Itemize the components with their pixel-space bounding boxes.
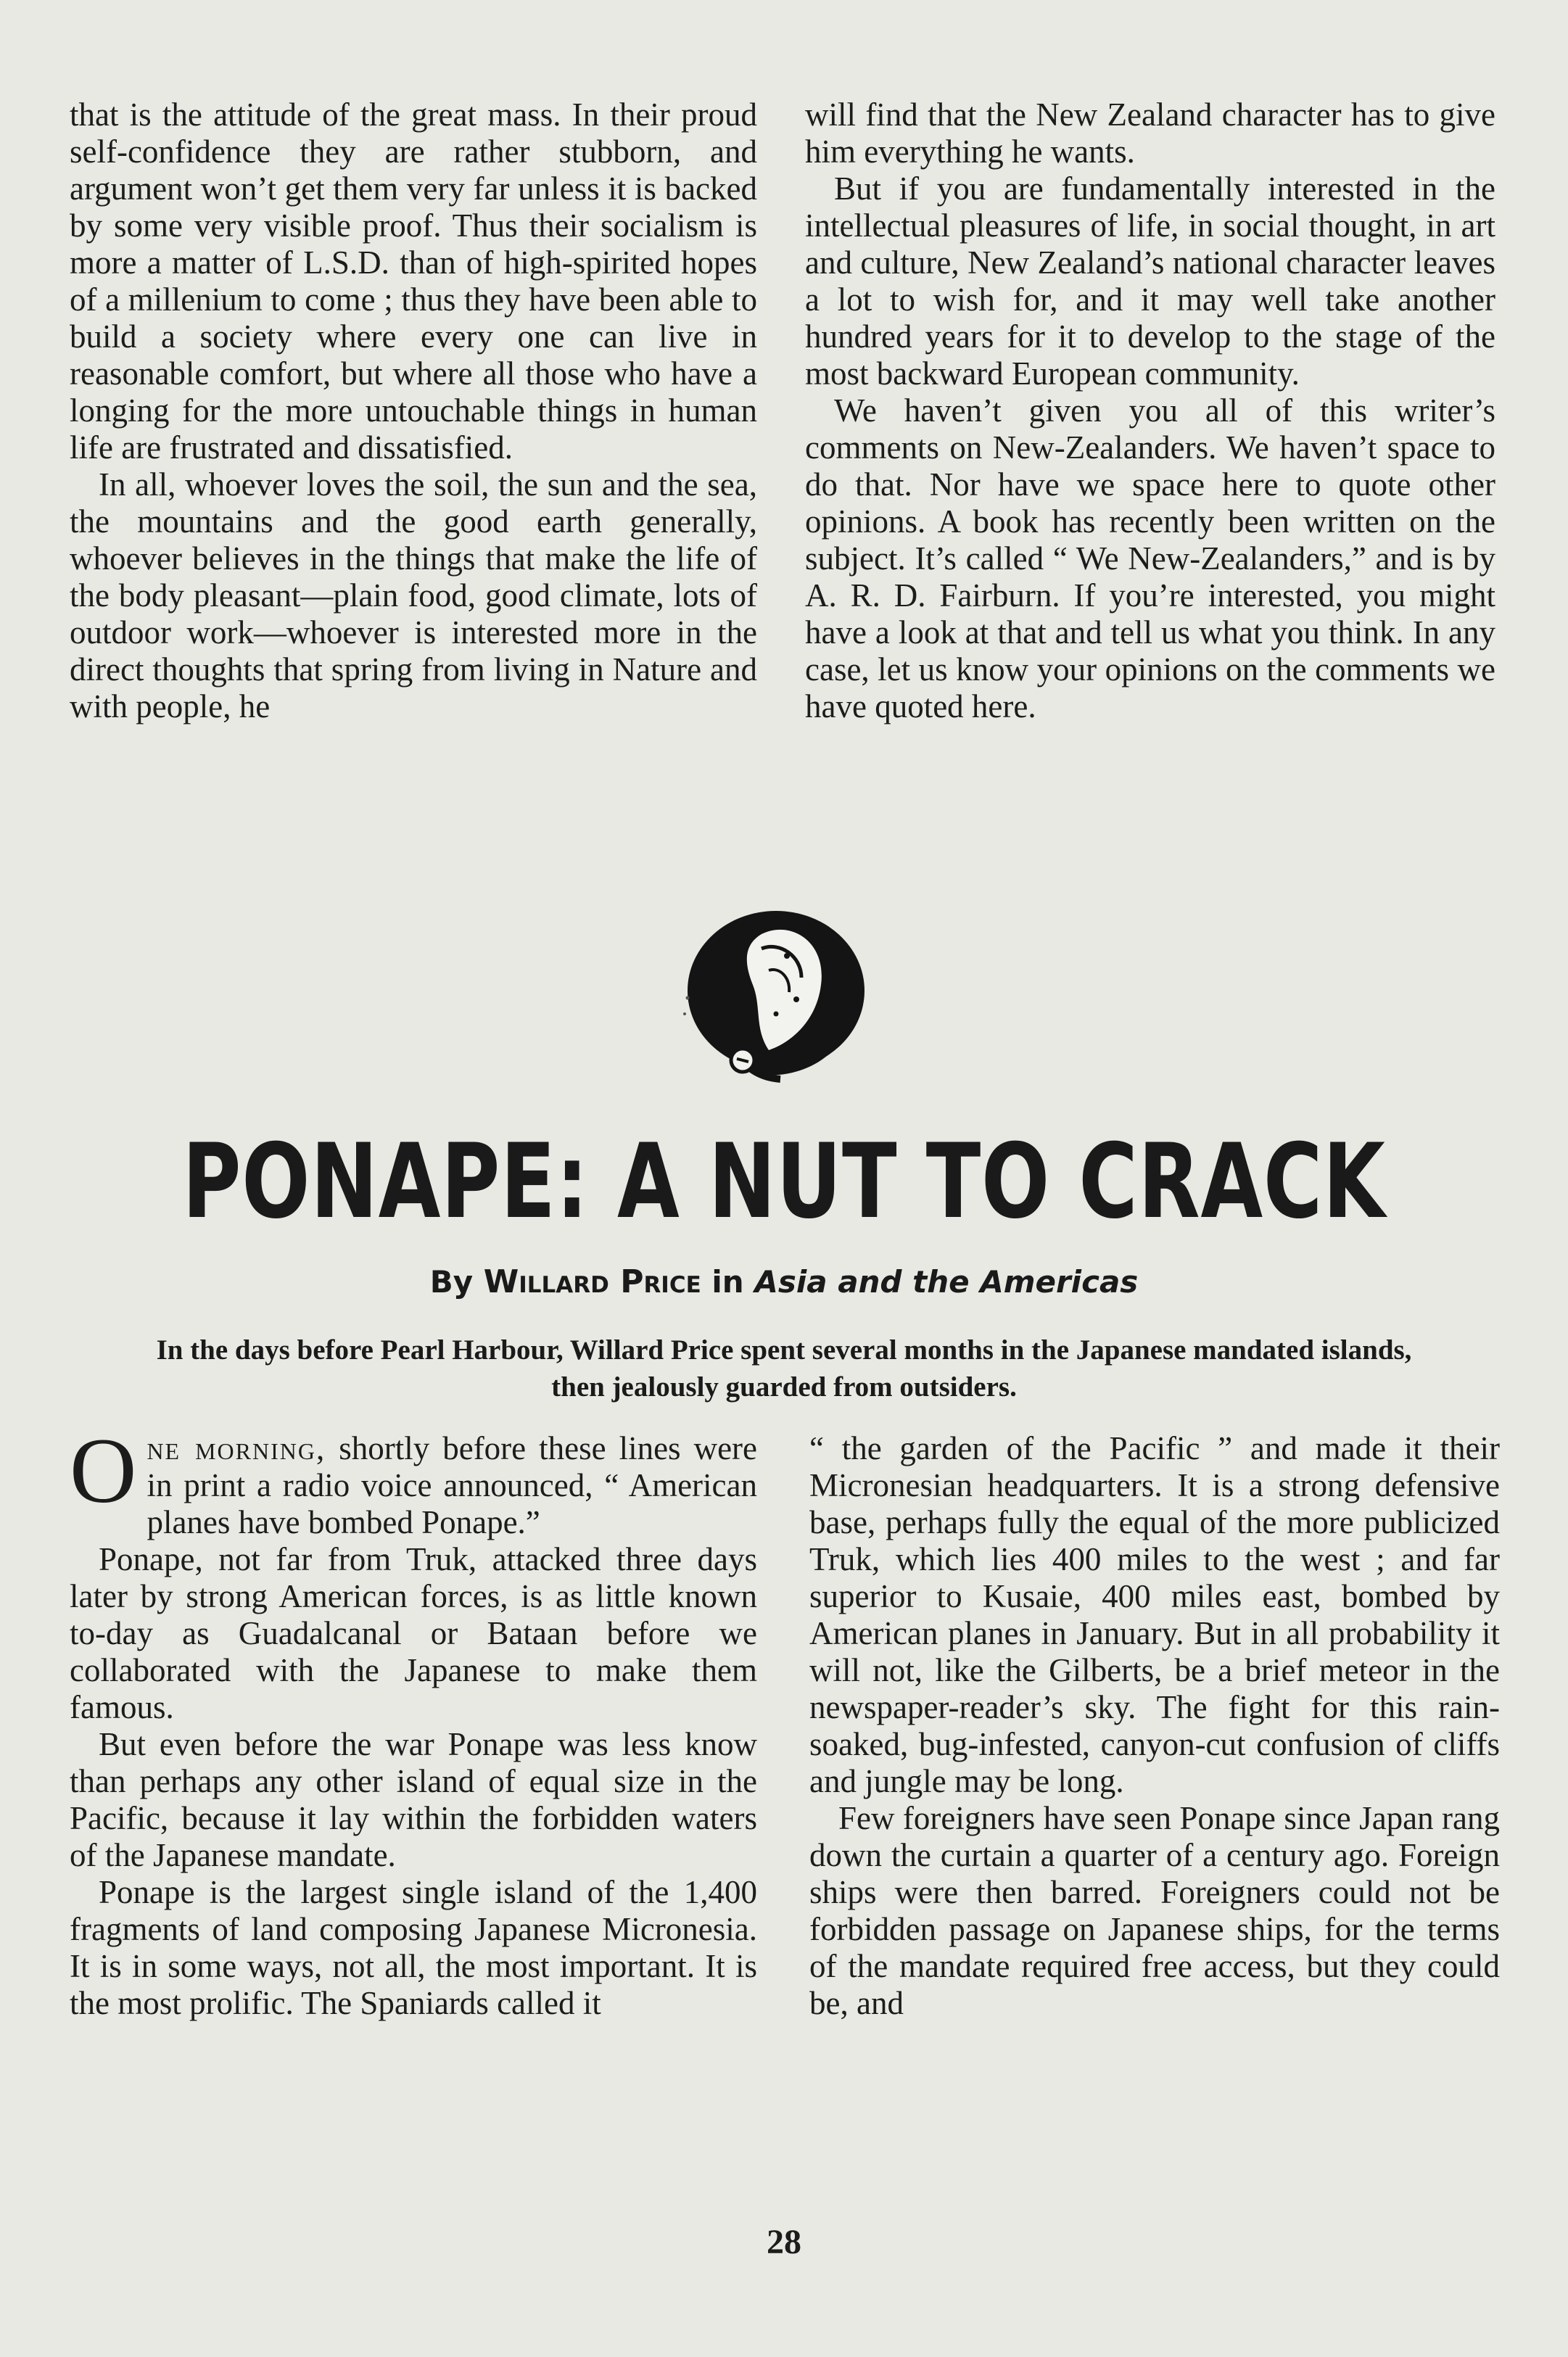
opening-small-caps: ne morning, — [147, 1430, 326, 1466]
byline-author: Willard Price — [483, 1263, 701, 1300]
opening-paragraph — [70, 1419, 757, 1541]
article-intro: In the days before Pearl Harbour, Willard Price spent several months in the Japanese mandated islands, then jealously guarded from outsiders. — [156, 1334, 1412, 1403]
continued-article-right-column — [805, 96, 1495, 725]
byline — [0, 1263, 1568, 1301]
opening-text: shortly before these lines were in print a radio voice announced, “ American planes have bombed Ponape.” — [147, 1430, 757, 1540]
article-left-column — [70, 1419, 757, 2022]
byline-in: in — [711, 1264, 744, 1300]
paragraph: will find that the New Zealand character has to give him everything he wants. — [805, 96, 1495, 170]
paragraph: Ponape is the largest single island of the 1,400 fragments of land composing Japanese Micronesia. It is in some ways, not all, the most important. It is the most prolific. The Spaniards called it — [70, 1874, 757, 2021]
nut-illustration-icon — [653, 905, 899, 1094]
paragraph: In all, whoever loves the soil, the sun and the sea, the mountains and the good earth generally, whoever believes in the things that make the life of the body pleasant—plain food, good climate, lots of outdoor work—whoever is interested more in the direct thoughts that spring from living in Nature and with people, he — [70, 466, 757, 725]
paragraph: Few foreigners have seen Ponape since Japan rang down the curtain a quarter of a century ago. Foreign ships were then barred. Foreigners could not be forbidden passage on Japanese ships, for the terms of the mandate required free access, but they could be, and — [809, 1800, 1500, 2021]
page-number: 28 — [767, 2223, 801, 2261]
paragraph: But even before the war Ponape was less know than perhaps any other island of equal size in the Pacific, because it lay within the forbidden waters of the Japanese mandate. — [70, 1726, 757, 1873]
byline-source: Asia and the Americas — [754, 1264, 1139, 1300]
paragraph: We haven’t given you all of this writer’s comments on New-Zealanders. We haven’t space to do that. Nor have we space here to quote other opinions. A book has recently been written on the subject. It’s called “ We New-Zealanders,” and is by A. R. D. Fairburn. If you’re interested, you might have a look at that and tell us what you think. In any case, let us know your opinions on the comments we have quoted here. — [805, 392, 1495, 725]
drop-cap: O — [70, 1419, 137, 1522]
article-title: PONAPE: A NUT TO CRACK — [182, 1122, 1386, 1242]
byline-by: By — [429, 1264, 474, 1300]
paragraph: Ponape, not far from Truk, attacked three days later by strong American forces, is as little known to-day as Guadalcanal or Bataan before we collaborated with the Japanese to make them famous. — [70, 1541, 757, 1725]
paragraph: “ the garden of the Pacific ” and made it their Micronesian headquarters. It is a strong defensive base, perhaps fully the equal of the more publicized Truk, which lies 400 miles to the west ; and far superior to Kusaie, 400 miles east, bombed by American planes in January. But in all probability it will not, like the Gilberts, be a brief meteor in the newspaper-reader’s sky. The fight for this rain-soaked, bug-infested, canyon-cut confusion of cliffs and jungle may be long. — [809, 1430, 1500, 1799]
article-right-column — [809, 1430, 1500, 2022]
paragraph: But if you are fundamentally interested in the intellectual pleasures of life, in social thought, in art and culture, New Zealand’s national character leaves a lot to wish for, and it may well take another hundred years for it to develop to the stage of the most backward European community. — [805, 170, 1495, 392]
continued-article-left-column — [70, 96, 757, 725]
paragraph: that is the attitude of the great mass. In their proud self-confidence they are rather stubborn, and argument won’t get them very far unless it is backed by some very visible proof. Thus their socialism is more a matter of L.S.D. than of high-spirited hopes of a millenium to come ; thus they have been able to build a society where every one can live in reasonable comfort, but where all those who have a longing for the more untouchable things in human life are frustrated and dissatisfied. — [70, 96, 757, 466]
